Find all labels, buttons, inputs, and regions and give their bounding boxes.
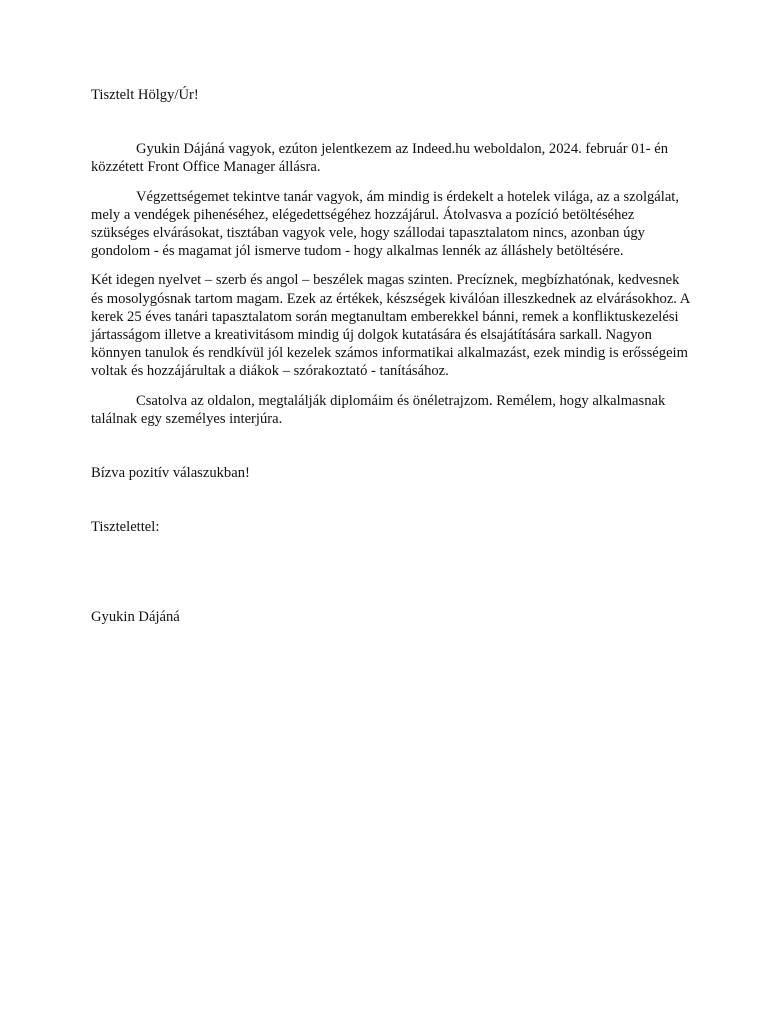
regards-line: Tisztelettel: [91,519,160,536]
salutation: Tisztelt Hölgy/Úr! [91,87,199,103]
closing-line: Bízva pozitív válaszukban! [91,465,250,482]
paragraph-introduction: Gyukin Dájáná vagyok, ezúton jelentkezem az Indeed.hu weboldalon, 2024. február 01- én közzétett Front Office Manager állásra. [91,141,669,176]
paragraph-attachments: Csatolva az oldalon, megtalálják diplomáim és önéletrajzom. Remélem, hogy alkalmasnak találnak egy személyes interjúra. [91,392,666,427]
signature-name: Gyukin Dájáná [91,609,180,626]
paragraph-education: Végzettségemet tekintve tanár vagyok, ám mindig is érdekelt a hotelek világa, az a szolgálat, mely a vendégek pihenéséhez, elégedettségéhez hozzájárul. Átolvasva a pozíció betöltéséhez szükséges elvárásokat, tisztában vagyok vele, hogy szállodai tapasztalatom nincs, azonban úgy gondolom - és magamat jól ismerve tudom - hogy alkalmas lennék az álláshely betöltésére. [91,188,680,260]
cover-letter [91,86,691,627]
paragraph-skills: Két idegen nyelvet – szerb és angol – beszélek magas szinten. Precíznek, megbízhatónak, kedvesnek és mosolygósnak tartom magam. Ezek az értékek, készségek kiválóan illeszkednek az elvárásokhoz. A kerek 25 éves tanári tapasztalatom során megtanultam emberekkel bánni, remek a konfliktuskezelési jártasságom illetve a kreativitásom mindig új dolgok kutatására és elsajátítására sarkall. Nagyon könnyen tanulok és rendkívül jól kezelek számos informatikai alkalmazást, ezek mindig is erősségeim voltak és hozzájárultak a diákok – szórakoztató - tanításához. [91,272,690,380]
